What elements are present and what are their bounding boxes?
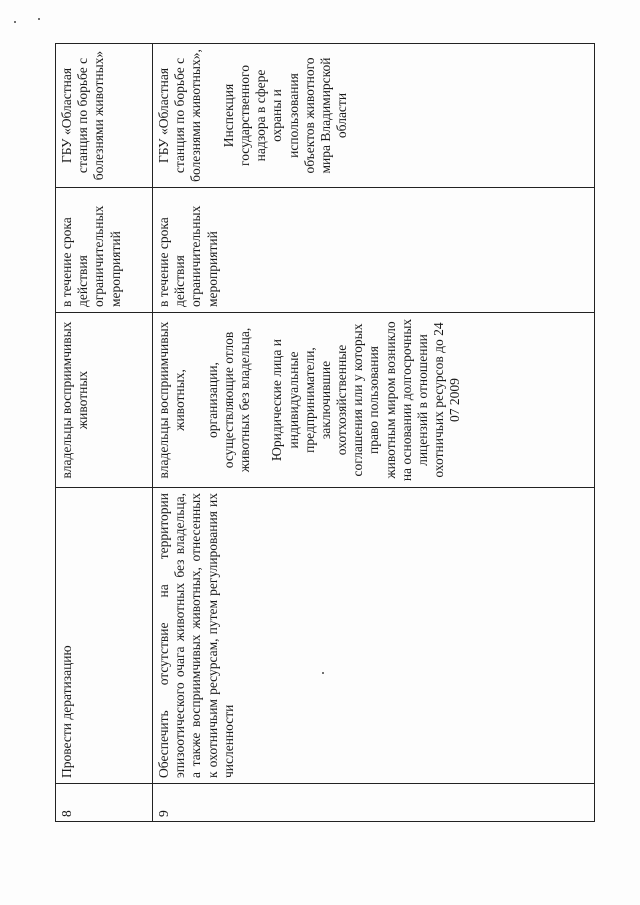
measure-cell: Провести дератизацию	[56, 488, 153, 784]
executor-text: Инспекция государственного надзора в сфере охраны и использования объектов животного мира Владимирской области	[220, 57, 350, 174]
table-row	[153, 44, 595, 822]
rotated-table-container	[55, 44, 595, 822]
scan-speck	[38, 18, 40, 20]
table-row	[56, 44, 153, 822]
row-number: 8	[56, 784, 153, 822]
owners-cell	[153, 313, 595, 488]
term-cell: в течение срока действия ограничительных мероприятий	[56, 188, 153, 313]
owners-text: организации, осуществляющие отлов животных без владельца,	[204, 327, 252, 473]
term-cell: в течение срока действия ограничительных мероприятий	[153, 188, 595, 313]
scan-speck	[14, 21, 16, 23]
measure-cell: Обеспечить отсутствие на территории эпизоотического очага животных без владельца, а также восприимчивых животных, отнесенных к охотничьим ресурсам, путем регулирования их численности	[153, 488, 595, 784]
executor-cell: ГБУ «Областная станция по борьбе с болезнями животных»	[56, 44, 153, 188]
executor-cell	[153, 44, 595, 188]
executor-text: ГБУ «Областная станция по борьбе с болезнями животных»,	[156, 49, 204, 182]
owners-cell: владельцы восприимчивых животных	[56, 313, 153, 488]
owners-text: владельцы восприимчивых животных,	[156, 321, 188, 479]
measures-table	[55, 43, 595, 822]
row-number: 9	[153, 784, 595, 822]
owners-text: Юридические лица и индивидуальные предприниматели, заключившие охотхозяйственные соглашения или у которых право пользования животным миром возникло на основании долгосрочных лицензий в отношении охотничьих ресурсов до 24 07 2009	[269, 318, 463, 482]
